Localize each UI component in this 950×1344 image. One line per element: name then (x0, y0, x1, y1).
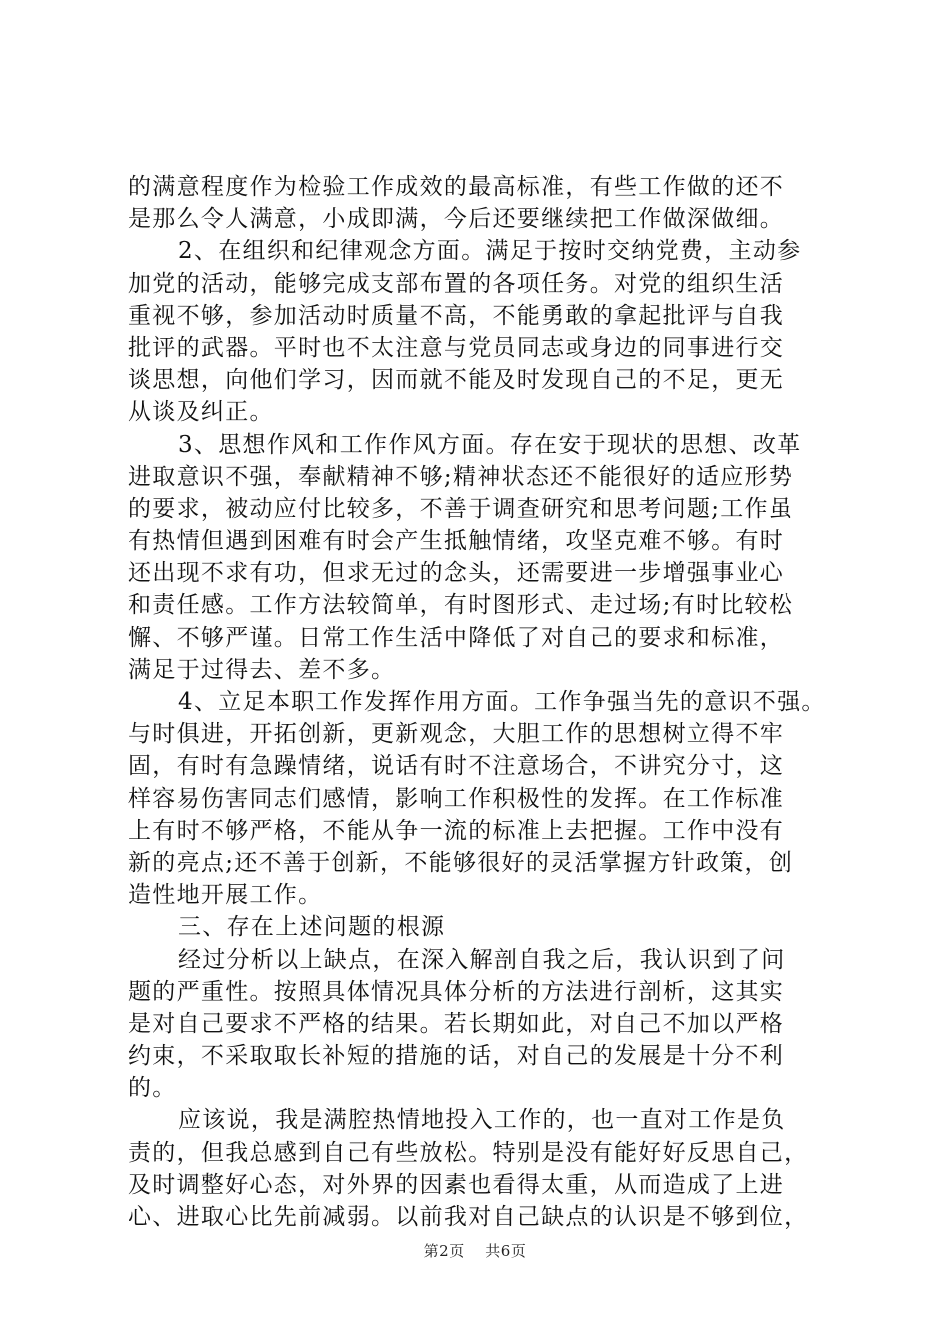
text-line: 还出现不求有功，但求无过的念头，还需要进一步增强事业心 (128, 560, 785, 587)
text-line: 加党的活动，能够完成支部布置的各项任务。对党的组织生活 (128, 270, 785, 297)
text-line: 进取意识不强，奉献精神不够;精神状态还不能很好的适应形势 (128, 463, 794, 490)
body-text (128, 171, 828, 1233)
text-line: 及时调整好心态，对外界的因素也看得太重，从而造成了上进 (128, 1171, 785, 1198)
text-line: 重视不够，参加活动时质量不高，不能勇敢的拿起批评与自我 (128, 302, 785, 329)
text-line: 造性地开展工作。 (128, 882, 323, 909)
text-line: 固，有时有急躁情绪，说话有时不注意场合，不讲究分寸，这 (128, 753, 785, 780)
paragraph-start-line: 经过分析以上缺点，在深入解剖自我之后，我认识到了问 (178, 946, 786, 973)
page-footer (0, 1240, 950, 1261)
text-line: 懈、不够严谨。日常工作生活中降低了对自己的要求和标准， (128, 624, 785, 651)
text-line: 心、进取心比先前减弱。以前我对自己缺点的认识是不够到位， (128, 1204, 809, 1230)
text-line: 样容易伤害同志们感情，影响工作积极性的发挥。在工作标准 (128, 785, 785, 812)
text-line: 批评的武器。平时也不太注意与党员同志或身边的同事进行交 (128, 334, 785, 361)
paragraph-start-line: 3、思想作风和工作作风方面。存在安于现状的思想、改革 (178, 431, 802, 458)
text-line: 责的，但我总感到自己有些放松。特别是没有能好好反思自己， (128, 1139, 809, 1166)
text-line: 的。 (128, 1075, 177, 1102)
text-line: 是那么令人满意，小成即满，今后还要继续把工作做深做细。 (128, 206, 785, 233)
text-line: 从谈及纠正。 (128, 399, 274, 426)
text-line: 满足于过得去、差不多。 (128, 656, 396, 683)
section-heading: 三、存在上述问题的根源 (178, 914, 446, 941)
text-line: 有热情但遇到困难有时会产生抵触情绪，攻坚克难不够。有时 (128, 528, 785, 555)
text-line: 的要求，被动应付比较多，不善于调查研究和思考问题;工作虽 (128, 495, 794, 522)
text-line: 与时俱进，开拓创新，更新观念，大胆工作的思想树立得不牢 (128, 721, 785, 748)
paragraph-start-line: 应该说，我是满腔热情地投入工作的，也一直对工作是负 (178, 1107, 786, 1134)
page-number-current: 第2页 (423, 1242, 465, 1260)
page-number-total: 共6页 (485, 1242, 527, 1260)
text-line: 新的亮点;还不善于创新，不能够很好的灵活掌握方针政策，创 (128, 849, 794, 876)
text-line: 上有时不够严格，不能从争一流的标准上去把握。工作中没有 (128, 817, 785, 844)
text-line: 是对自己要求不严格的结果。若长期如此，对自己不加以严格 (128, 1010, 785, 1037)
paragraph-start-line: 2、在组织和纪律观念方面。满足于按时交纳党费，主动参 (178, 238, 802, 265)
paragraph-start-line: 4、立足本职工作发挥作用方面。工作争强当先的意识不强。 (178, 689, 826, 715)
text-line: 谈思想，向他们学习，因而就不能及时发现自己的不足，更无 (128, 367, 785, 394)
text-line: 题的严重性。按照具体情况具体分析的方法进行剖析，这其实 (128, 978, 785, 1005)
text-line: 和责任感。工作方法较简单，有时图形式、走过场;有时比较松 (128, 592, 794, 619)
text-line: 约束，不采取取长补短的措施的话，对自己的发展是十分不利 (128, 1043, 785, 1070)
text-line: 的满意程度作为检验工作成效的最高标准，有些工作做的还不 (128, 174, 785, 200)
